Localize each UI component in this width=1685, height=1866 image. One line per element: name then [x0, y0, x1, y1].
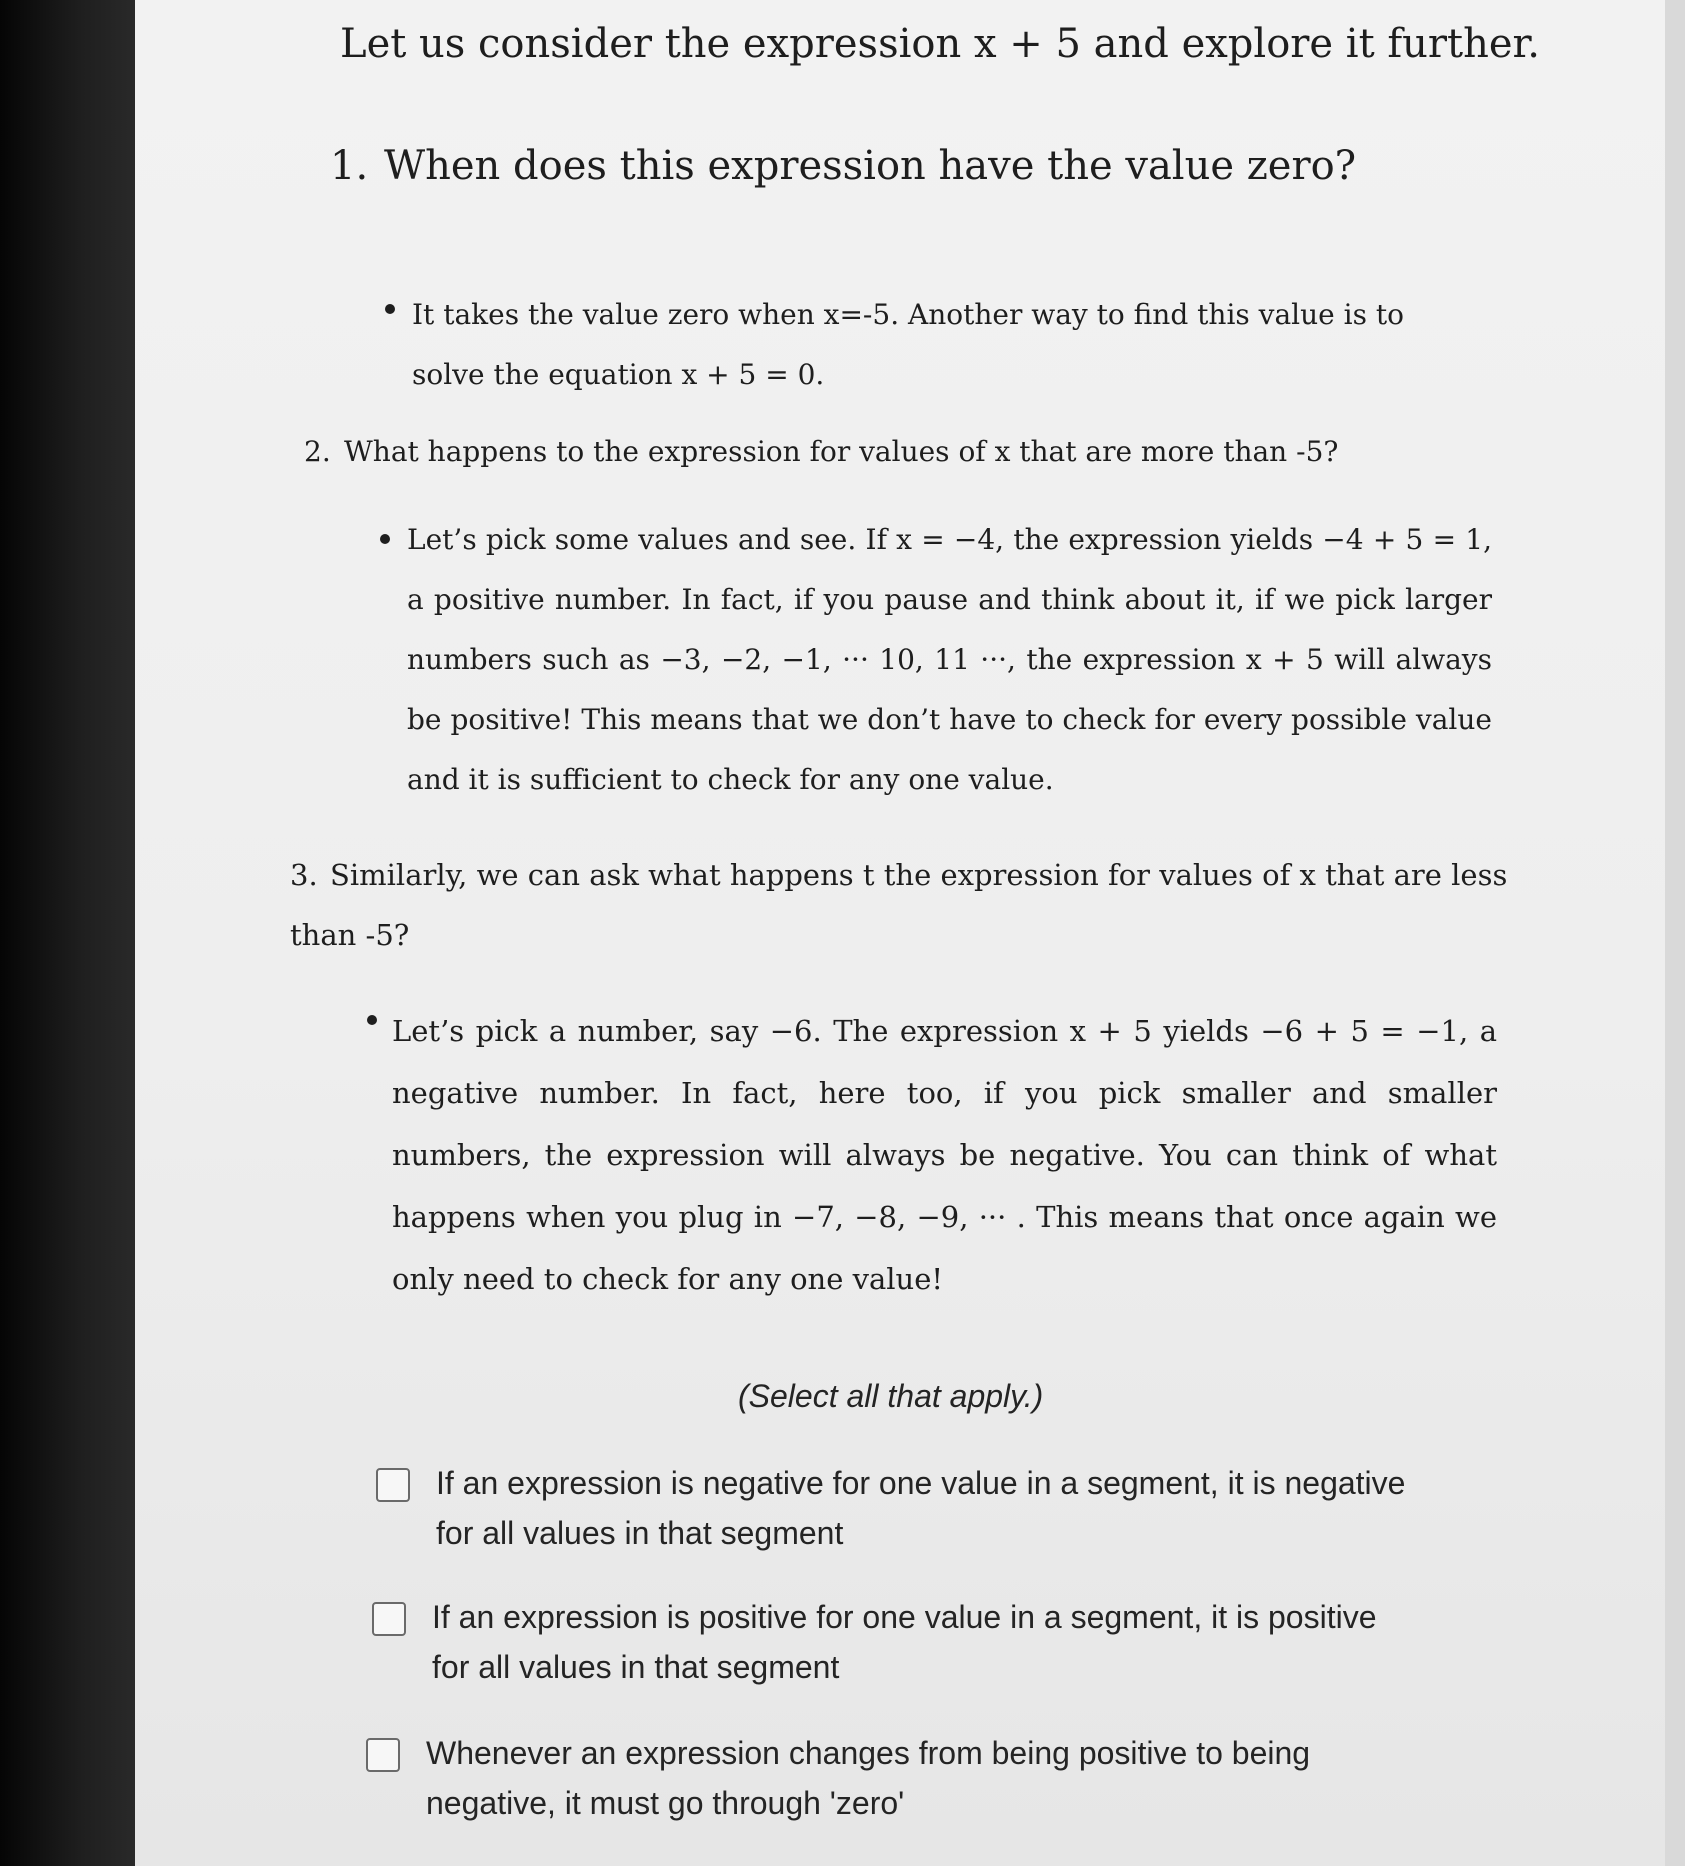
question-2-number: 2. — [304, 435, 331, 468]
question-2 — [304, 430, 1504, 474]
checkbox-1[interactable] — [376, 1468, 410, 1502]
answer-option-2-label: If an expression is positive for one value in a segment, it is positive for all values in that segment — [432, 1599, 1377, 1685]
question-3 — [290, 845, 1510, 965]
answer-option-3-label: Whenever an expression changes from being positive to being negative, it must go through 'zero' — [426, 1735, 1311, 1821]
answer-1: It takes the value zero when x=-5. Another way to find this value is to solve the equation x + 5 = 0. — [412, 298, 1404, 391]
answer-option-1-label: If an expression is negative for one value in a segment, it is negative for all values in that segment — [436, 1465, 1406, 1551]
answer-3: Let’s pick a number, say −6. The expression x + 5 yields −6 + 5 = −1, a negative number. In fact, here too, if you pick smaller and smaller numbers, the expression will always be negative. You can think of what happens when you plug in −7, −8, −9, ··· . This means that once again we only need to check for any one value! — [392, 1014, 1497, 1296]
bullet-icon — [380, 534, 390, 544]
question-1 — [330, 140, 1356, 192]
answer-2: Let’s pick some values and see. If x = −4, the expression yields −4 + 5 = 1, a positive number. In fact, if you pause and think about it, if we pick larger numbers such as −3, −2, −1, ··· 10, 11 ···, the expression x + 5 will always be positive! This means that we don’t have to check for every possible value and it is sufficient to check for any one value. — [407, 523, 1492, 796]
checkbox-3[interactable] — [366, 1738, 400, 1772]
question-2-text: What happens to the expression for values of x that are more than -5? — [344, 435, 1339, 468]
question-3-number: 3. — [290, 858, 318, 892]
intro-text: Let us consider the expression x + 5 and explore it further. — [340, 21, 1540, 67]
device-edge — [1665, 0, 1685, 1866]
question-1-text: When does this expression have the value zero? — [384, 143, 1357, 189]
checkbox-2[interactable] — [372, 1602, 406, 1636]
bullet-icon — [385, 304, 395, 314]
select-all-instruction: (Select all that apply.) — [738, 1378, 1044, 1414]
question-3-text: Similarly, we can ask what happens t the expression for values of x that are less than -5? — [290, 858, 1508, 952]
bullet-icon — [367, 1015, 377, 1025]
device-bezel — [0, 0, 150, 1866]
question-1-number: 1. — [330, 143, 369, 189]
